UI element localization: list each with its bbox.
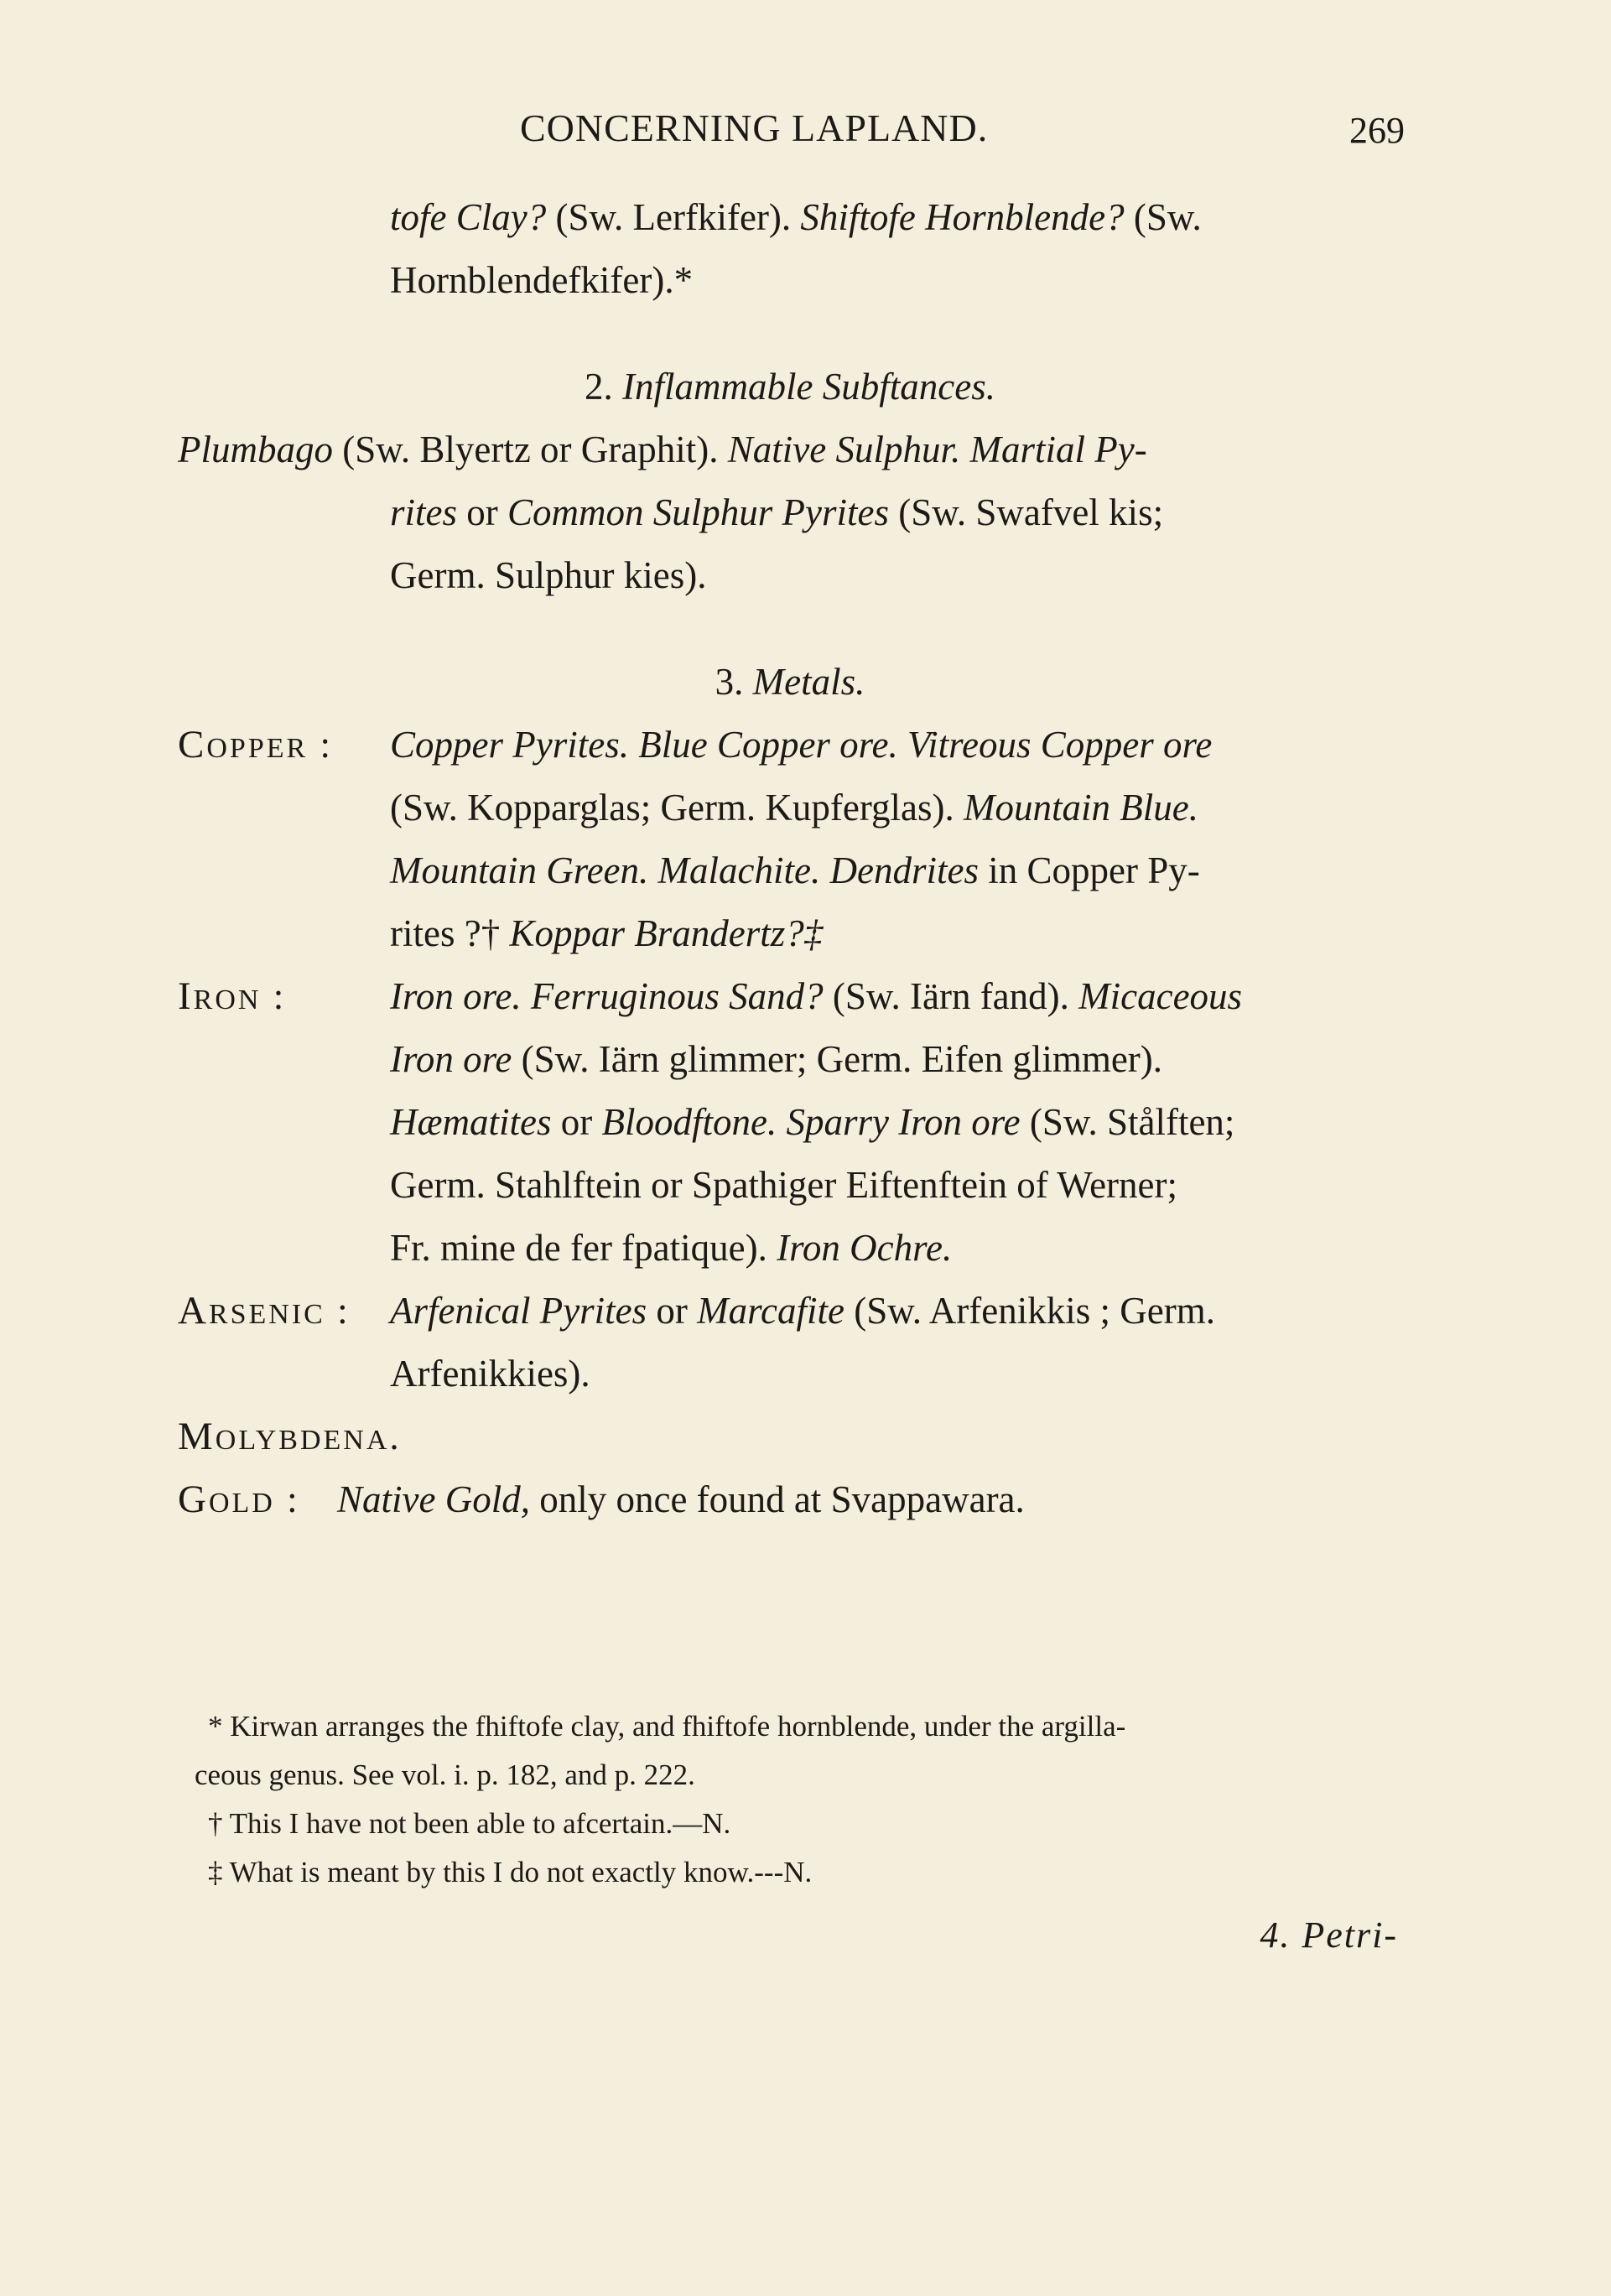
italic-term: Copper Pyrites. — [390, 724, 629, 766]
text-span: (Sw. Blyertz or Graphit). — [333, 429, 728, 470]
text-span: only once found at Svappawara. — [529, 1478, 1025, 1520]
italic-term: Arfenical Pyrites — [390, 1290, 647, 1332]
text-line — [178, 544, 1385, 607]
text-line — [178, 1154, 1385, 1217]
text-line — [178, 418, 1385, 481]
italic-term: Bloodftone. — [601, 1101, 777, 1143]
text-line — [178, 1091, 1385, 1154]
label-rest: OLD — [208, 1488, 275, 1519]
footnote-dagger: † This I have not been able to afcertain.—N. — [208, 1807, 731, 1840]
text-line — [178, 902, 1385, 965]
footnote-double-dagger: ‡ What is meant by this I do not exactly know.---N. — [208, 1856, 813, 1888]
text-span: in Copper Py- — [978, 849, 1200, 891]
text-line — [178, 839, 1385, 902]
catchword — [1260, 1914, 1398, 1956]
iron-entry-line — [178, 965, 1385, 1028]
italic-term: Blue Copper ore. — [638, 724, 898, 766]
text-span: (Sw. Kopparglas; Germ. Kupferglas). — [390, 787, 964, 829]
label-separator: : — [308, 724, 333, 766]
text-span: (Sw. Iärn glimmer; Germ. Eifen glimmer). — [512, 1038, 1163, 1080]
italic-term: Iron ore — [390, 1038, 512, 1080]
italic-term: Ferruginous Sand? — [530, 975, 824, 1017]
molybdena-entry-line — [178, 1405, 1385, 1468]
arsenic-label — [178, 1280, 351, 1346]
italic-term: Mountain Green. — [390, 849, 649, 891]
italic-term: Vitreous Copper ore — [907, 724, 1213, 766]
text-span: or — [647, 1290, 698, 1332]
text-span — [898, 724, 907, 766]
iron-label — [178, 965, 286, 1031]
italic-term: Koppar Brandertz?‡ — [509, 912, 824, 954]
label-initial: I — [178, 974, 194, 1018]
copper-entry-line — [178, 714, 1385, 777]
text-span: or — [551, 1101, 602, 1143]
text-span: (Sw. Lerfkifer). — [546, 196, 801, 238]
page-body — [178, 186, 1385, 1531]
label-initial: M — [178, 1415, 216, 1458]
running-title: CONCERNING LAPLAND. — [520, 106, 989, 149]
arsenic-entry-line — [178, 1280, 1385, 1343]
text-span: (Sw. Stålften; — [1020, 1101, 1235, 1143]
text-line — [178, 777, 1385, 839]
italic-term: Mountain Blue. — [964, 787, 1198, 829]
text-span — [960, 429, 969, 470]
text-span: (Sw. Swafvel kis; — [889, 491, 1164, 533]
text-span — [629, 724, 638, 766]
italic-term: Marcafite — [697, 1290, 844, 1332]
label-rest: OPPER — [206, 733, 309, 764]
text-span: rites ?† — [390, 912, 510, 954]
label-separator: : — [261, 975, 287, 1017]
gold-label — [178, 1468, 300, 1535]
italic-term: Iron Ochre. — [777, 1227, 953, 1269]
text-span: Germ. Stahlftein or Spathiger Eiftenftein of Werner; — [390, 1164, 1178, 1206]
italic-term: Shiftofe Hornblende? — [800, 196, 1125, 238]
label-rest: RSENIC — [208, 1299, 325, 1330]
text-span — [777, 1101, 786, 1143]
text-span: (Sw. Iärn fand). — [823, 975, 1079, 1017]
section-title: Inflammable Subftances. — [622, 366, 995, 408]
label-initial: C — [178, 723, 207, 766]
text-span: Arfenikkies). — [390, 1353, 590, 1395]
footnote-star: * Kirwan arranges the fhiftofe clay, and fhiftofe hornblende, under the argilla- — [208, 1710, 1126, 1743]
italic-term: Plumbago — [178, 429, 333, 470]
footnote-star-continued: ceous genus. See vol. i. p. 182, and p. 222. — [195, 1758, 695, 1791]
text-line — [178, 1217, 1385, 1280]
section-title: Metals. — [752, 661, 865, 703]
text-line — [178, 249, 1385, 312]
text-line — [178, 1343, 1385, 1405]
italic-term: Sparry Iron ore — [786, 1101, 1021, 1143]
label-separator: . — [389, 1416, 402, 1457]
text-line — [178, 1028, 1385, 1091]
footnotes — [195, 1702, 1402, 1897]
label-initial: G — [178, 1478, 209, 1521]
text-span — [522, 975, 531, 1017]
label-separator: : — [325, 1290, 351, 1332]
text-span — [820, 849, 829, 891]
section-heading-metals — [178, 651, 1385, 714]
italic-term: tofe Clay? — [390, 196, 547, 238]
italic-term: Native Sulphur. — [727, 429, 961, 470]
label-rest: OLYBDENA — [215, 1425, 390, 1456]
italic-term: Micaceous — [1078, 975, 1243, 1017]
text-span: (Sw. Arfenikkis ; Germ. — [844, 1290, 1215, 1332]
spacer — [178, 607, 1385, 651]
page-header — [386, 106, 1405, 168]
italic-term: Dendrites — [829, 849, 979, 891]
spacer — [178, 312, 1385, 356]
italic-term: Martial Py- — [969, 429, 1147, 470]
page-number: 269 — [1349, 110, 1405, 151]
section-heading-inflammable — [178, 356, 1385, 418]
catchword-text: 4. Petri- — [1260, 1914, 1398, 1956]
label-rest: RON — [193, 984, 262, 1016]
text-line — [178, 186, 1385, 249]
label-initial: A — [178, 1289, 209, 1332]
text-span: Hornblendefkifer).* — [390, 259, 694, 301]
gold-entry-line — [178, 1468, 1385, 1531]
copper-label — [178, 714, 333, 780]
text-span: Fr. mine de fer fpatique). — [390, 1227, 777, 1269]
italic-term: Hæmatites — [390, 1101, 552, 1143]
text-span: or — [457, 491, 508, 533]
label-separator: : — [274, 1478, 300, 1520]
italic-term: Native Gold, — [337, 1478, 530, 1520]
text-span: Germ. Sulphur kies). — [390, 554, 707, 596]
italic-term: rites — [390, 491, 458, 533]
italic-term: Common Sulphur Pyrites — [507, 491, 890, 533]
italic-term: Iron ore. — [390, 975, 522, 1017]
text-line — [178, 481, 1385, 544]
section-number: 3. — [715, 661, 753, 703]
text-span — [648, 849, 657, 891]
section-number: 2. — [585, 366, 623, 408]
text-span: (Sw. — [1124, 196, 1202, 238]
molybdena-label — [178, 1405, 402, 1472]
italic-term: Malachite. — [657, 849, 821, 891]
